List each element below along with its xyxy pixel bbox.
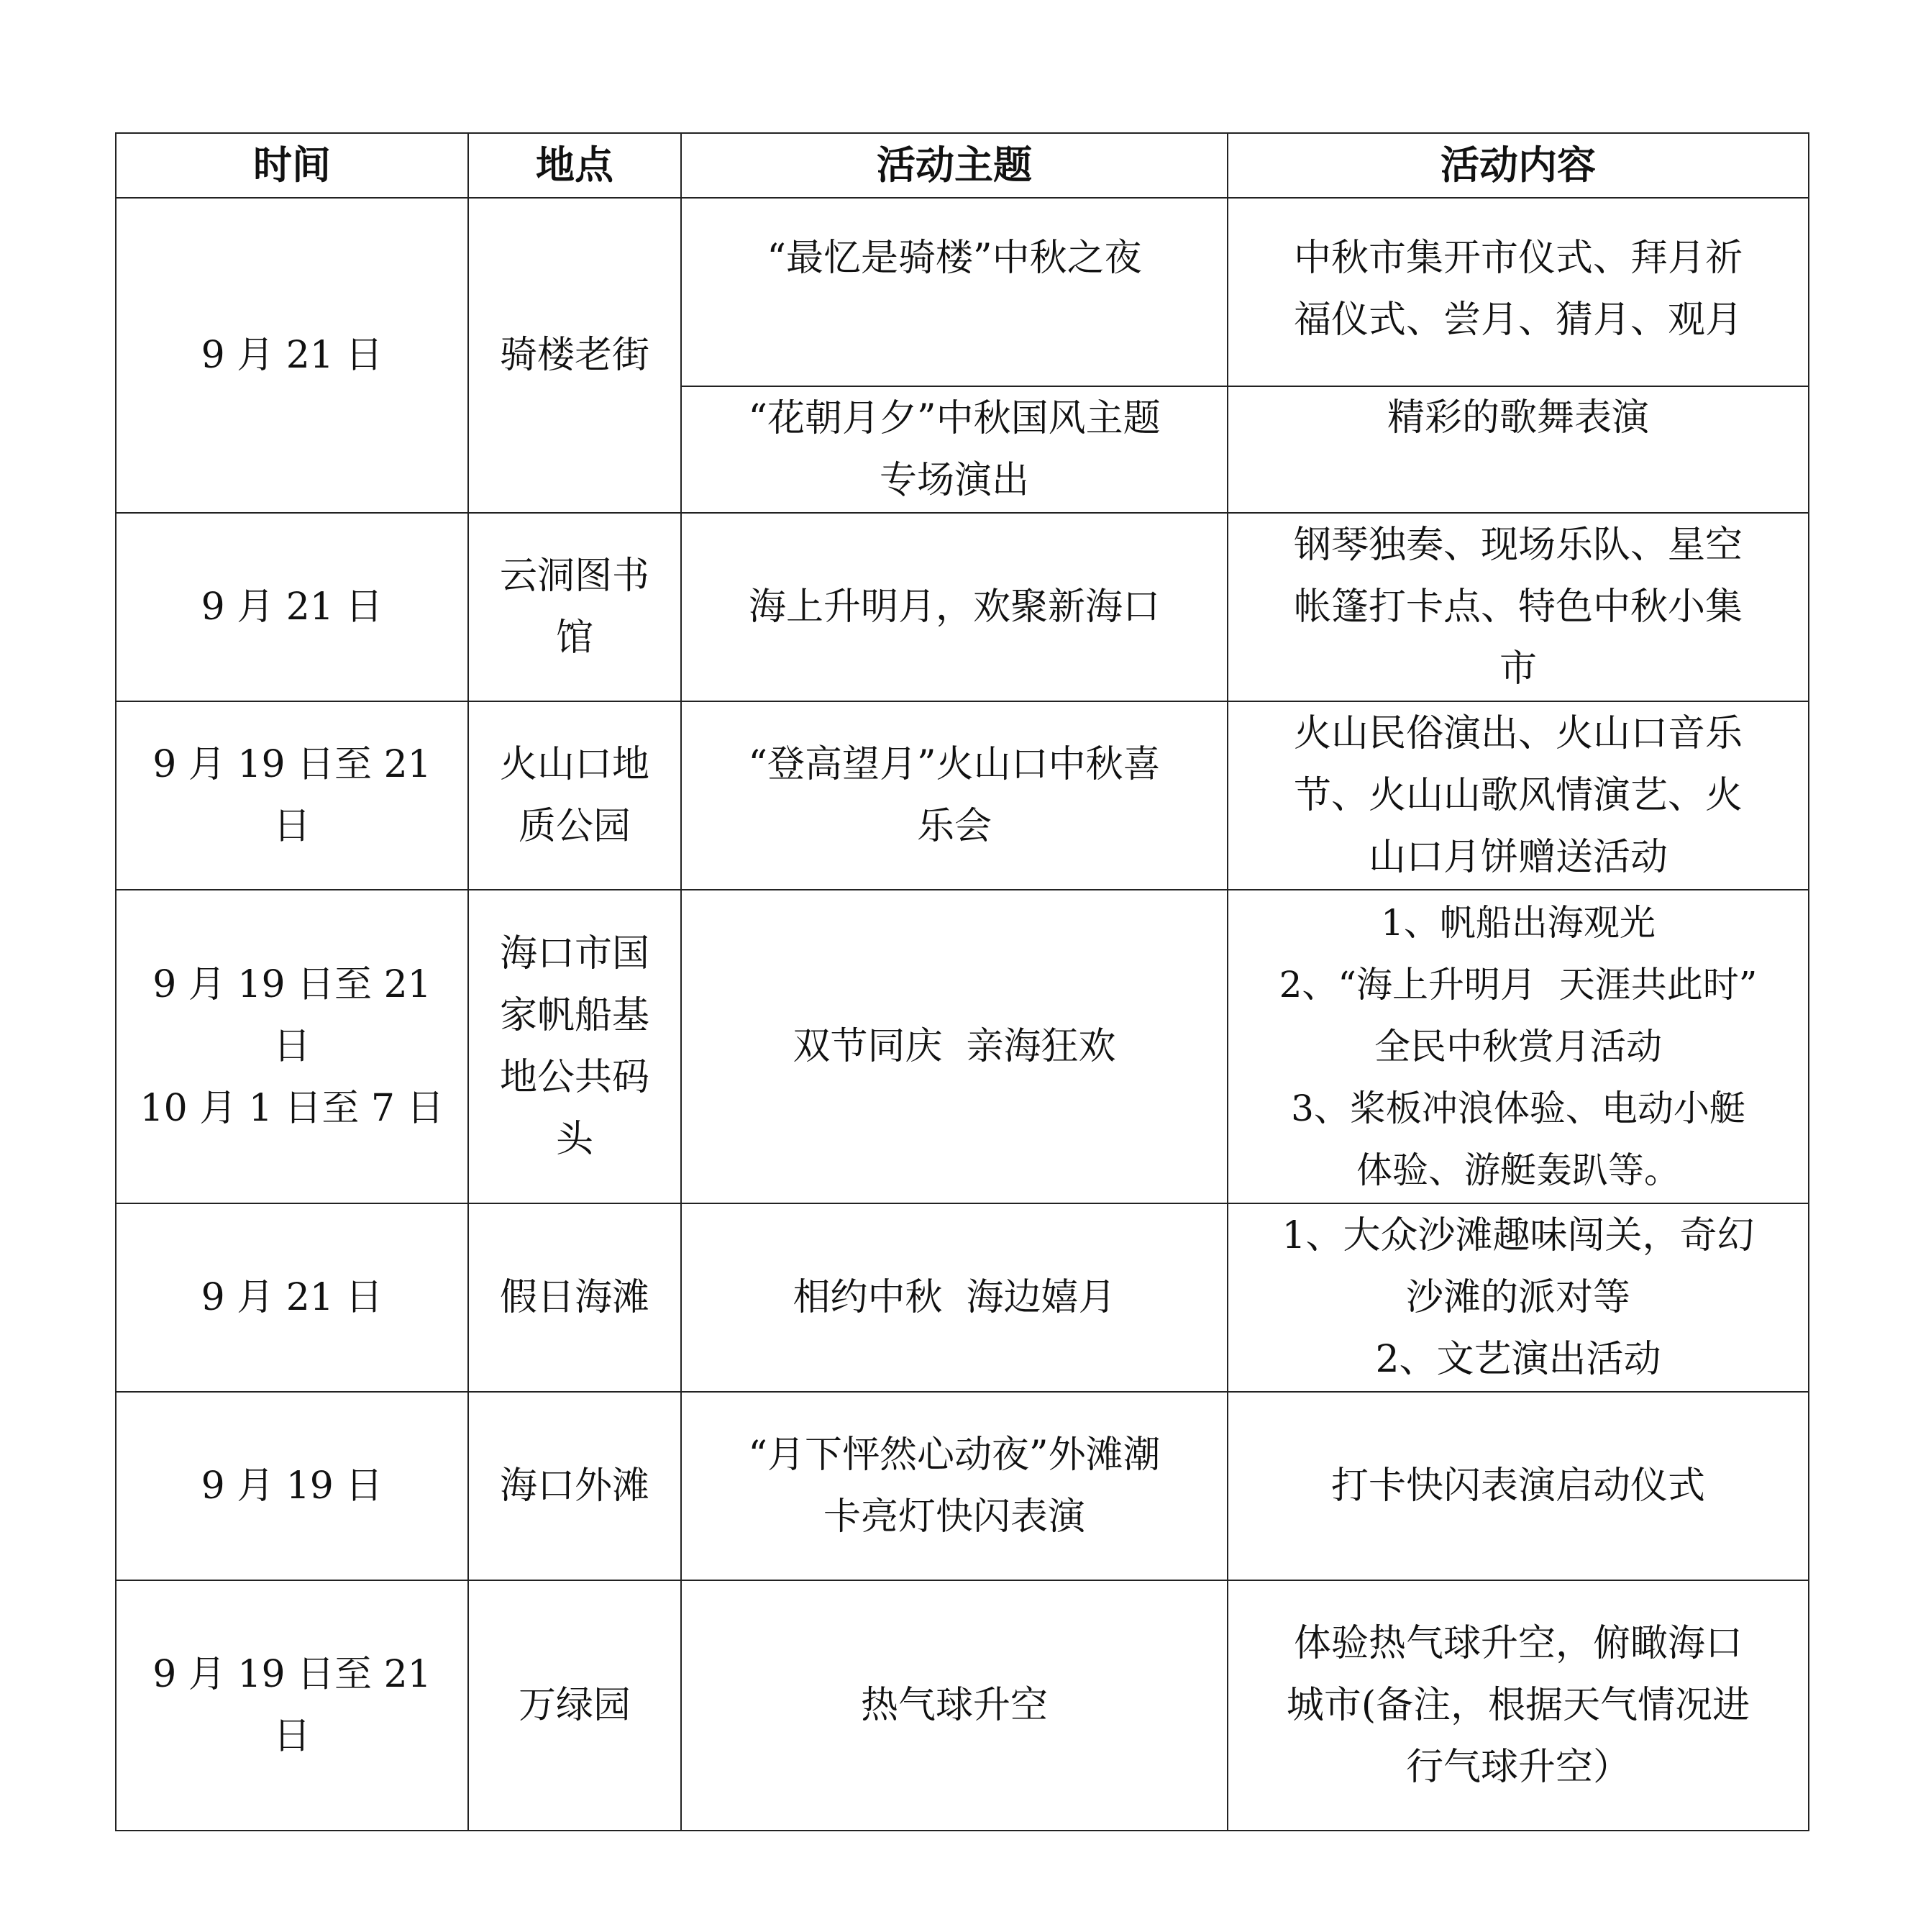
table-row: [116, 890, 1809, 1203]
cell-line: 9 月 21 日: [201, 1276, 383, 1319]
table-row: [116, 1203, 1809, 1392]
table-row: [116, 1580, 1809, 1831]
cell-content: [1228, 701, 1809, 890]
cell-time: [116, 1580, 468, 1831]
cell-line: 福仪式、尝月、猜月、观月: [1293, 299, 1743, 342]
cell-line: 海口外滩: [499, 1464, 649, 1508]
cell-theme: [681, 1203, 1228, 1392]
cell-line: 双节同庆 亲海狂欢: [793, 1025, 1116, 1068]
cell-content: [1228, 1580, 1809, 1831]
cell-line: 全民中秋赏月活动: [1374, 1026, 1662, 1067]
cell-line: 打卡快闪表演启动仪式: [1330, 1464, 1705, 1508]
cell-content: [1228, 513, 1809, 701]
cell-time: [116, 1392, 468, 1580]
cell-theme: [681, 1580, 1228, 1831]
cell-line: 9 月 19 日至 21: [152, 743, 432, 786]
cell-place: [468, 890, 681, 1203]
cell-line: 1、大众沙滩趣味闯关，奇幻: [1282, 1214, 1755, 1257]
cell-line: “最忆是骑楼”中秋之夜: [767, 237, 1142, 280]
cell-place: [468, 198, 681, 513]
table-row: [116, 1392, 1809, 1580]
cell-place: [468, 513, 681, 701]
cell-time: [116, 198, 468, 513]
cell-line: 精彩的歌舞表演: [1387, 396, 1649, 439]
cell-line: 9 月 21 日: [201, 585, 383, 629]
cell-content: [1228, 1203, 1809, 1392]
table-row: [116, 701, 1809, 890]
cell-line: 节、火山山歌风情演艺、火: [1293, 774, 1743, 817]
header-time: 时间: [116, 133, 468, 198]
cell-line: 2、文艺演出活动: [1375, 1338, 1661, 1381]
table-row: [116, 513, 1809, 701]
cell-theme: [681, 701, 1228, 890]
cell-line: 3、桨板冲浪体验、电动小艇: [1291, 1088, 1745, 1129]
cell-line: 家帆船基: [499, 994, 649, 1037]
cell-theme: [681, 386, 1228, 513]
cell-line: 日: [273, 805, 311, 848]
cell-place: [468, 701, 681, 890]
cell-line: 行气球升空）: [1405, 1746, 1630, 1789]
cell-time: [116, 1203, 468, 1392]
cell-theme: [681, 1392, 1228, 1580]
cell-line: 热气球升空: [860, 1684, 1048, 1727]
cell-line: 地公共码: [499, 1056, 649, 1099]
cell-line: 日: [273, 1025, 311, 1068]
cell-time: [116, 890, 468, 1203]
cell-line: 9 月 19 日至 21: [152, 963, 432, 1006]
cell-line: 海口市国: [499, 932, 649, 975]
cell-line: 市: [1499, 647, 1537, 691]
cell-line: “登高望月”火山口中秋喜: [748, 743, 1161, 786]
cell-line: 10 月 1 日至 7 日: [140, 1087, 444, 1130]
cell-line: 火山口地: [499, 743, 649, 786]
cell-theme: [681, 513, 1228, 701]
cell-line: 万绿园: [518, 1684, 631, 1727]
cell-line: 火山民俗演出、火山口音乐: [1293, 712, 1743, 755]
cell-line: 9 月 19 日: [201, 1464, 383, 1508]
cell-line: 质公园: [518, 805, 631, 848]
cell-content: [1228, 890, 1809, 1203]
cell-line: 专场演出: [879, 459, 1029, 502]
cell-line: 山口月饼赠送活动: [1368, 836, 1668, 879]
cell-line: “花朝月夕”中秋国风主题: [748, 397, 1161, 440]
cell-line: “月下怦然心动夜”外滩潮: [748, 1434, 1161, 1477]
cell-line: 云洞图书: [499, 555, 649, 598]
header-content: 活动内容: [1228, 133, 1809, 198]
cell-place: [468, 1580, 681, 1831]
cell-line: 9 月 21 日: [201, 334, 383, 377]
cell-line: 乐会: [916, 805, 992, 848]
cell-line: 沙滩的派对等: [1405, 1276, 1630, 1319]
cell-line: 骑楼老街: [499, 334, 649, 377]
cell-content: [1228, 386, 1809, 513]
cell-line: 体验热气球升空，俯瞰海口: [1293, 1622, 1743, 1665]
cell-line: 卡亮灯快闪表演: [823, 1495, 1085, 1539]
cell-time: [116, 513, 468, 701]
cell-line: 馆: [555, 616, 593, 660]
cell-theme: [681, 198, 1228, 386]
cell-line: 帐篷打卡点、特色中秋小集: [1293, 585, 1743, 629]
table-row: [116, 198, 1809, 386]
cell-content: [1228, 1392, 1809, 1580]
cell-line: 中秋市集开市仪式、拜月祈: [1293, 237, 1743, 280]
cell-content: [1228, 198, 1809, 386]
cell-line: 9 月 19 日至 21: [152, 1653, 432, 1696]
cell-line: 钢琴独奏、现场乐队、星空: [1293, 524, 1743, 567]
cell-time: [116, 701, 468, 890]
cell-line: 城市(备注，根据天气情况进: [1286, 1684, 1750, 1727]
cell-theme: [681, 890, 1228, 1203]
cell-line: 日: [273, 1715, 311, 1758]
cell-place: [468, 1392, 681, 1580]
cell-line: 海上升明月，欢聚新海口: [748, 585, 1160, 629]
cell-line: 相约中秋 海边嬉月: [793, 1276, 1116, 1319]
cell-line: 头: [555, 1118, 593, 1161]
cell-place: [468, 1203, 681, 1392]
cell-line: 假日海滩: [499, 1276, 649, 1319]
activity-schedule-table: [115, 132, 1809, 1831]
cell-line: 1、帆船出海观光: [1381, 902, 1656, 944]
table-header-row: [116, 133, 1809, 198]
cell-line: 体验、游艇轰趴等。: [1356, 1149, 1680, 1191]
cell-line: 2、“海上升明月 天涯共此时”: [1279, 964, 1758, 1006]
header-place: 地点: [468, 133, 681, 198]
header-theme: 活动主题: [681, 133, 1228, 198]
